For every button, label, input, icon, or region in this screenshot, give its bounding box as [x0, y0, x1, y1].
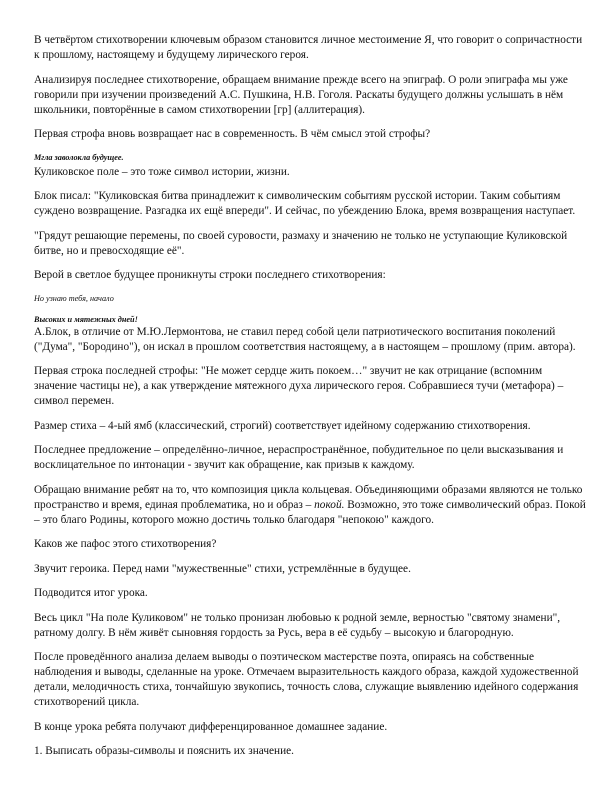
paragraph-pronoun: В четвёртом стихотворении ключевым образом становится личное местоимение Я, что говорит о сопричастности к прошлому, настоящему и будущему лирического героя.	[34, 34, 583, 61]
paragraph-conclusions: После проведённого анализа делаем выводы о поэтическом мастерстве поэта, опираясь на собственные наблюдения и выводы, сделанные на уроке. Отмечаем выразительность каждого образа, каждой художественной детали, мелодичность стиха, тончайшую звукопись, точность слова, служащие выявлению идейного содержания стихотворений цикла.	[34, 651, 579, 708]
paragraph-kulikovo-symbol: Куликовское поле – это тоже символ истории, жизни.	[34, 165, 290, 178]
composition-text-end: Возможно, это тоже символический образ. Покой – это благо Родины, которого можно достичь только благодаря "непокою" каждого.	[34, 498, 586, 526]
paragraph-composition	[34, 483, 586, 528]
composition-keyword: покой.	[314, 498, 345, 511]
paragraph-cycle: Весь цикл "На поле Куликовом" не только пронизан любовью к родной земле, верностью "святому знамени", ратному долгу. В нём живёт сыновняя гордость за Русь, вера в её судьбу – высокую и благородную.	[34, 611, 561, 639]
paragraph-heroic: Звучит героика. Перед нами "мужественные" стихи, устремлённые в будущее.	[34, 562, 411, 575]
paragraph-homework: В конце урока ребята получают дифференцированное домашнее задание.	[34, 720, 388, 733]
paragraph-last-stanza: Первая строка последней строфы: "Не может сердце жить покоем…" звучит не как отрицание (вспомним значение частицы не), а как утверждение мятежного духа лирического героя. Собравшиеся тучи (метафора) – символ перемен.	[34, 365, 564, 407]
verse-line-1: Но узнаю тебя, начало	[34, 293, 114, 303]
paragraph-last-sentence: Последнее предложение – определённо-личное, нераспространённое, побудительное по цели высказывания и восклицательное по интонации - звучит как обращение, как призыв к каждому.	[34, 444, 564, 471]
paragraph-meter: Размер стиха – 4-ый ямб (классический, строгий) соответствует идейному содержанию стихотворения.	[34, 419, 531, 432]
homework-task-1: 1. Выписать образы-символы и пояснить их значение.	[34, 745, 294, 757]
verse-line-2: Высоких и мятежных дней!	[34, 314, 138, 324]
paragraph-summary: Подводится итог урока.	[34, 587, 148, 599]
paragraph-epigraph: Анализируя последнее стихотворение, обращаем внимание прежде всего на эпиграф. О роли эпиграфа мы уже говорили при изучении произведений А.С. Пушкина, Н.В. Гоголя. Раскаты будущего должны услышать в нём школьники, повторённые в самом стихотворении [гр] (аллитерация).	[34, 73, 568, 116]
composition-text-start: Обращаю внимание ребят на то, что композиция цикла кольцевая. Объединяющими образами являются не только пространство и время, единая проблематика, но и образ –	[34, 483, 583, 511]
paragraph-changes-quote: "Грядут решающие перемены, по своей суровости, размаху и значению не только не уступающие Куликовской битве, но и превосходящие её".	[34, 229, 568, 257]
paragraph-first-stanza: Первая строфа вновь возвращает нас в современность. В чём смысл этой строфы?	[34, 128, 431, 140]
verse-line-mist: Мгла заволокла будущее.	[34, 152, 124, 162]
paragraph-blok-quote: Блок писал: "Куликовская битва принадлежит к символическим событиям русской истории. Таким событиям суждено возвращение. Разгадка их ещё впереди". И сейчас, по убеждению Блока, время возвращения наступает.	[34, 190, 576, 217]
paragraph-pathos-question: Каков же пафос этого стихотворения?	[34, 538, 217, 550]
paragraph-lermontov: А.Блок, в отличие от М.Ю.Лермонтова, не ставил перед собой цели патриотического воспитания поколений ("Дума", "Бородино"), он искал в прошлом соответствия настоящему, а в настоящем – прошлому (прим. автора).	[34, 325, 576, 353]
document-body	[34, 33, 586, 769]
paragraph-faith: Верой в светлое будущее проникнуты строки последнего стихотворения:	[34, 269, 386, 281]
